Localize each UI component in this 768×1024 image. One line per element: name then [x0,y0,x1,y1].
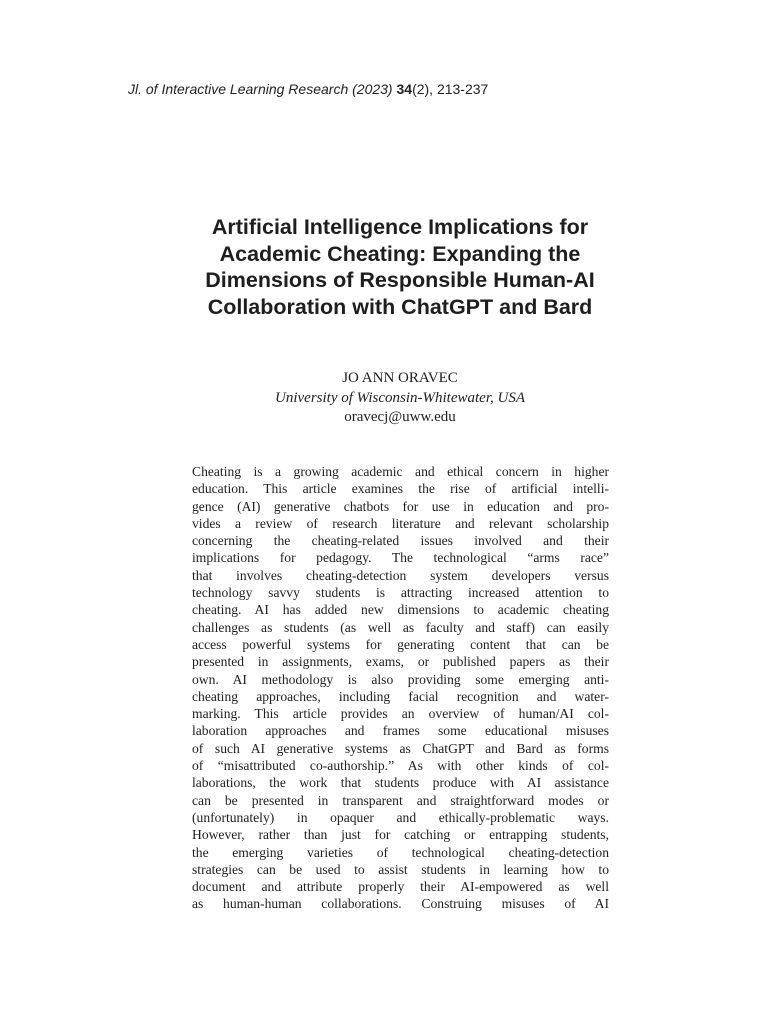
abstract-line: marking. This article provides an overview of human/AI col- [192,706,609,722]
abstract-line: strategies can be used to assist students in learning how to [192,861,609,877]
abstract-line: of such AI generative systems as ChatGPT and Bard as forms [192,740,609,756]
journal-citation: Jl. of Interactive Learning Research (2023) [128,81,393,97]
abstract-line: concerning the cheating-related issues involved and their [192,533,609,549]
abstract-line: the emerging varieties of technological cheating-detection [192,844,609,860]
abstract-line: laborations, the work that students produce with AI assistance [192,775,609,791]
abstract-line: presented in assignments, exams, or published papers as their [192,654,609,670]
abstract-line: can be presented in transparent and straightforward modes or [192,792,609,808]
author-name: JO ANN ORAVEC [342,370,458,386]
abstract-line: vides a review of research literature and relevant scholarship [192,515,609,531]
abstract-line: challenges as students (as well as faculty and staff) can easily [192,619,609,635]
author-block [150,369,650,428]
title-line: Collaboration with ChatGPT and Bard [207,294,593,319]
author-affiliation: University of Wisconsin-Whitewater, USA [275,389,525,406]
abstract-line: own. AI methodology is also providing some emerging anti- [192,671,609,687]
abstract-line: document and attribute properly their AI-empowered as well [192,879,609,895]
abstract [192,463,609,913]
abstract-line: However, rather than just for catching or entrapping students, [192,827,609,843]
article-title [150,214,650,320]
abstract-line: that involves cheating-detection system developers versus [192,567,609,583]
journal-volume: 34 [396,81,413,97]
abstract-line: cheating approaches, including facial recognition and water- [192,688,609,704]
title-line: Dimensions of Responsible Human-AI [205,268,595,292]
abstract-line: cheating. AI has added new dimensions to academic cheating [192,602,609,618]
abstract-line: access powerful systems for generating content that can be [192,636,609,652]
abstract-line: technology savvy students is attracting increased attention to [192,585,609,601]
abstract-line: education. This article examines the rise of artificial intelli- [192,481,609,497]
abstract-line: laboration approaches and frames some educational misuses [192,723,609,739]
abstract-line: of “misattributed co-authorship.” As with other kinds of col- [192,758,609,774]
abstract-line: gence (AI) generative chatbots for use in education and pro- [192,498,609,514]
author-email: oravecj@uww.edu [344,409,456,425]
journal-issue-pages: (2), 213-237 [412,81,489,97]
running-head [128,81,488,97]
abstract-line: (unfortunately) in opaquer and ethically-problematic ways. [192,809,609,825]
abstract-line: implications for pedagogy. The technological “arms race” [192,550,609,566]
title-line: Artificial Intelligence Implications for [211,215,589,239]
abstract-line: Cheating is a growing academic and ethical concern in higher [192,464,609,479]
abstract-line: as human-human collaborations. Construing misuses of AI [192,896,609,912]
title-line: Academic Cheating: Expanding the [219,241,581,266]
